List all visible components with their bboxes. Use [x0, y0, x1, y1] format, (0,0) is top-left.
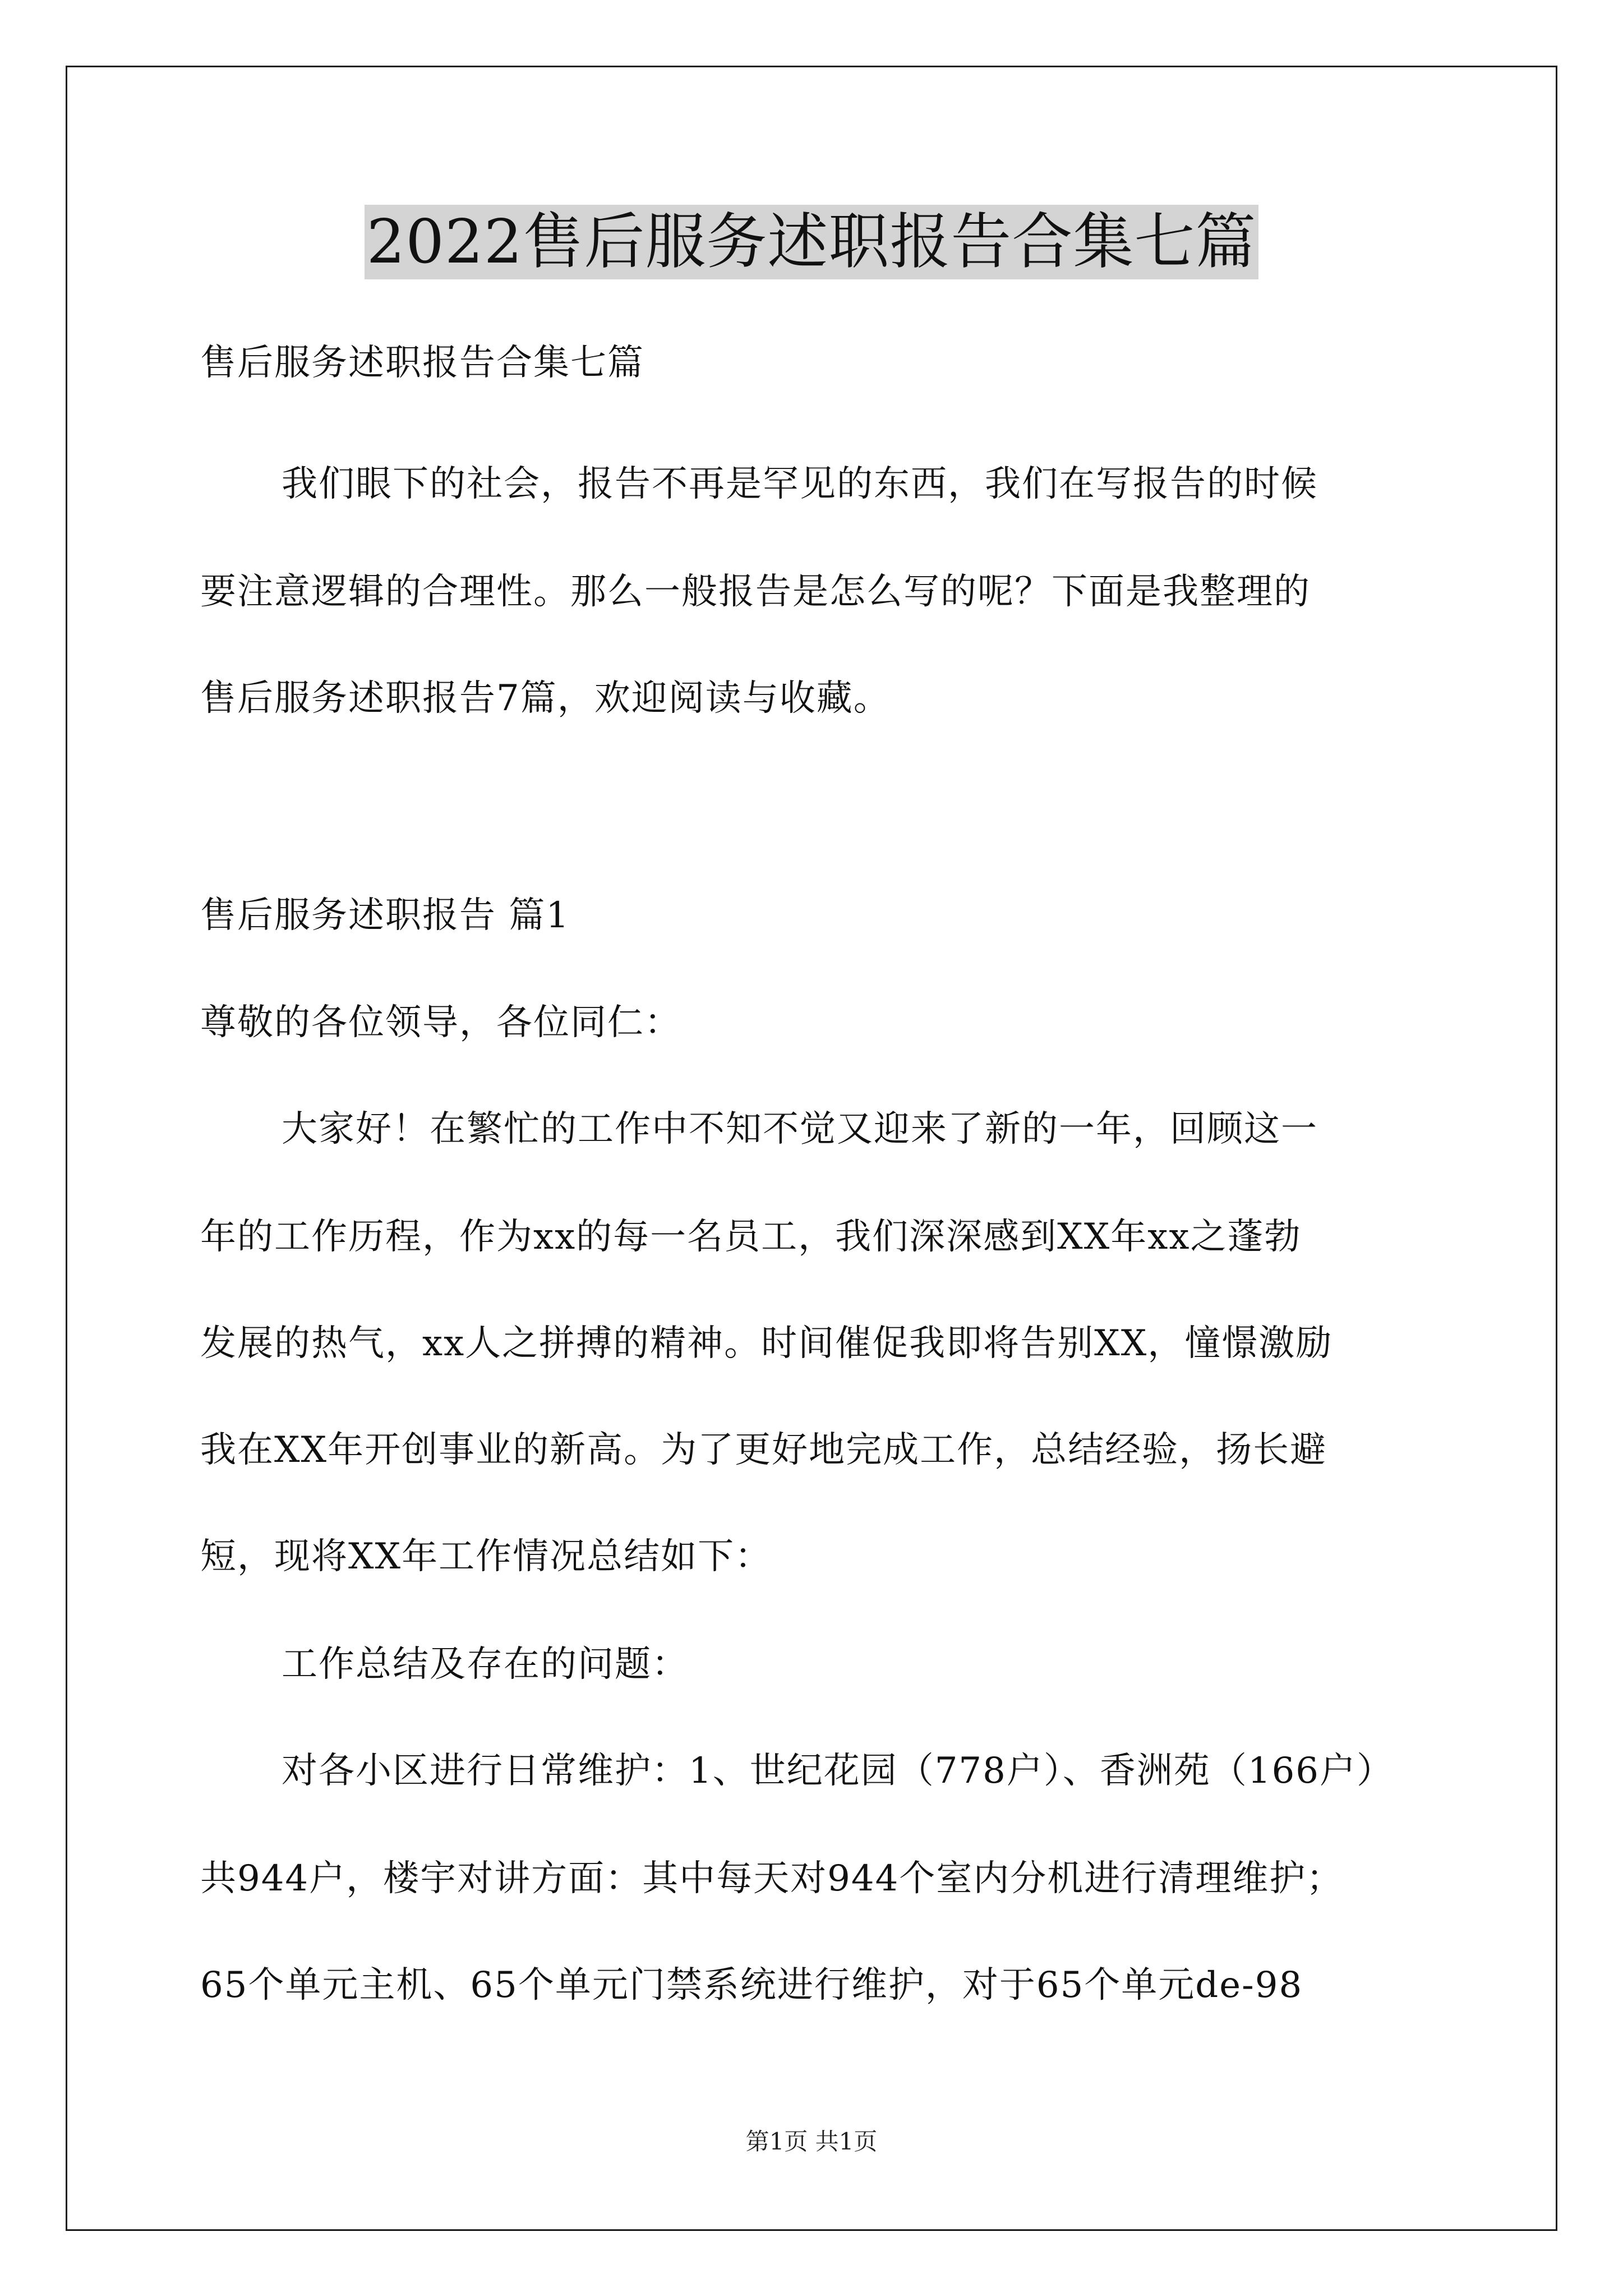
subheading-line: 工作总结及存在的问题：	[282, 1644, 689, 1685]
body-line-7: 共944户，楼宇对讲方面：其中每天对944个室内分机进行清理维护；	[200, 1858, 1344, 1899]
body-line-2: 年的工作历程，作为xx的每一名员工，我们深深感到XX年xx之蓬勃	[200, 1216, 1302, 1258]
document-title	[0, 203, 1623, 282]
page-footer: 第1页 共1页	[745, 2128, 878, 2155]
body-line-8: 65个单元主机、65个单元门禁系统进行维护，对于65个单元de-98	[200, 1964, 1303, 2006]
body-line-6: 对各小区进行日常维护：1、世纪花园（778户）、香洲苑（166户）	[282, 1750, 1394, 1792]
body-line-1: 大家好！在繁忙的工作中不知不觉又迎来了新的一年，回顾这一	[282, 1108, 1318, 1150]
section-heading: 售后服务述职报告 篇1	[200, 895, 570, 936]
body-line-4: 我在XX年开创事业的新高。为了更好地完成工作，总结经验，扬长避	[200, 1429, 1327, 1471]
intro-line-3: 售后服务述职报告7篇，欢迎阅读与收藏。	[200, 678, 891, 719]
title-text: 2022售后服务述职报告合集七篇	[365, 205, 1259, 279]
subtitle-line: 售后服务述职报告合集七篇	[200, 342, 644, 384]
salutation: 尊敬的各位领导，各位同仁：	[200, 1002, 681, 1043]
intro-line-2: 要注意逻辑的合理性。那么一般报告是怎么写的呢？下面是我整理的	[200, 571, 1311, 613]
body-line-3: 发展的热气，xx人之拼搏的精神。时间催促我即将告别XX，憧憬激励	[200, 1323, 1333, 1364]
body-line-5: 短，现将XX年工作情况总结如下：	[200, 1536, 772, 1577]
intro-line-1: 我们眼下的社会，报告不再是罕见的东西，我们在写报告的时候	[282, 463, 1318, 505]
